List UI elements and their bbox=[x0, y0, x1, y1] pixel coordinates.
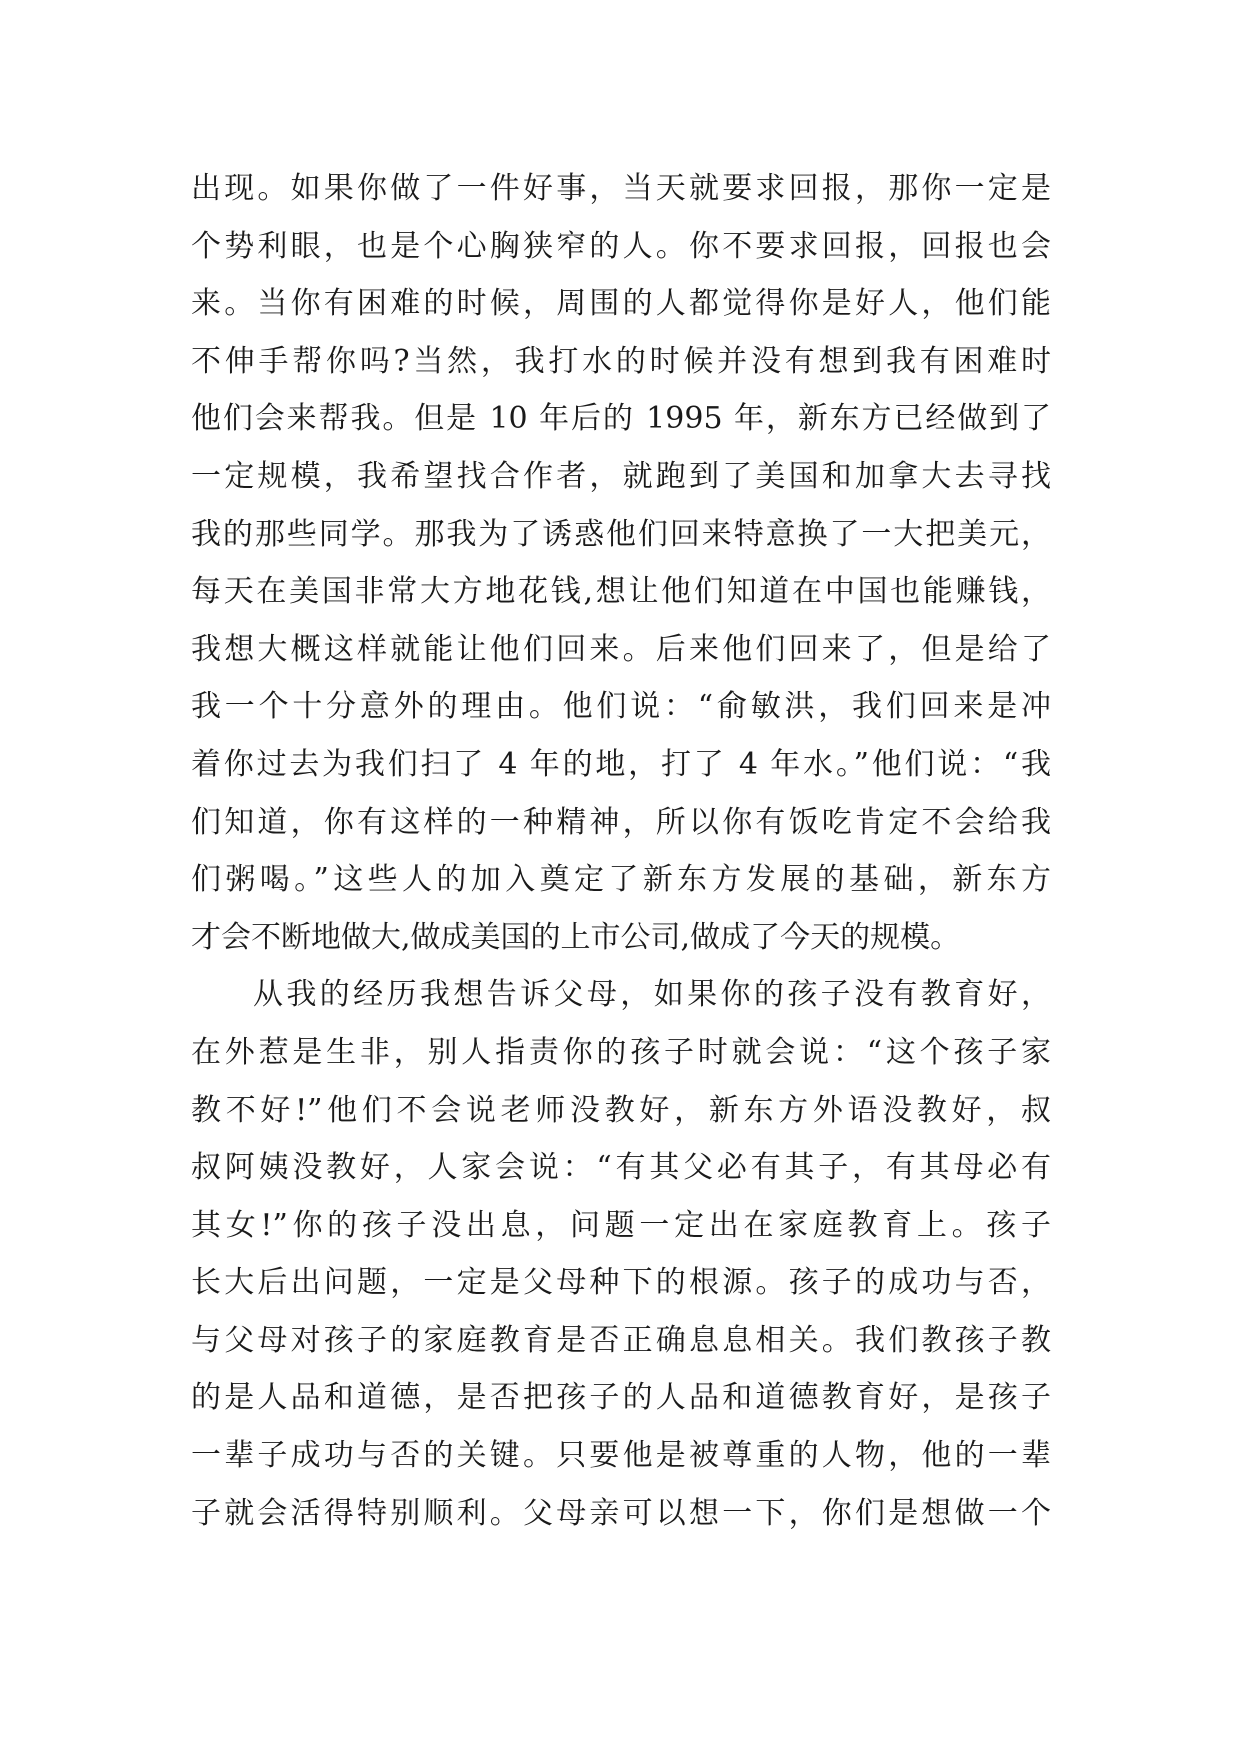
text-line: 出现。如果你做了一件好事，当天就要求回报，那你一定是 bbox=[191, 171, 1051, 206]
text-line: 在外惹是生非，别人指责你的孩子时就会说：“这个孩子家 bbox=[191, 1034, 1051, 1070]
text-line: 我想大概这样就能让他们回来。后来他们回来了，但是给了 bbox=[191, 631, 1051, 667]
text-line: 个势利眼，也是个心胸狭窄的人。你不要求回报，回报也会 bbox=[191, 228, 1051, 264]
body-text bbox=[191, 160, 1051, 1542]
text-line: 教不好!”他们不会说老师没教好，新东方外语没教好，叔 bbox=[191, 1092, 1051, 1128]
text-line: 们粥喝。”这些人的加入奠定了新东方发展的基础，新东方 bbox=[191, 862, 1051, 898]
text-line: 他们会来帮我。但是 10 年后的 1995 年，新东方已经做到了 bbox=[191, 401, 1051, 437]
text-line-paragraph-start: 从我的经历我想告诉父母，如果你的孩子没有教育好， bbox=[253, 977, 1051, 1013]
text-line: 子就会活得特别顺利。父母亲可以想一下，你们是想做一个 bbox=[191, 1495, 1051, 1531]
text-line: 一定规模，我希望找合作者，就跑到了美国和加拿大去寻找 bbox=[191, 458, 1051, 494]
text-line: 来。当你有困难的时候，周围的人都觉得你是好人，他们能 bbox=[191, 286, 1051, 322]
text-line: 才会不断地做大,做成美国的上市公司,做成了今天的规模。 bbox=[191, 919, 961, 955]
text-line: 着你过去为我们扫了 4 年的地，打了 4 年水。”他们说：“我 bbox=[191, 746, 1051, 782]
text-line: 我的那些同学。那我为了诱惑他们回来特意换了一大把美元， bbox=[191, 516, 1051, 552]
text-line: 叔阿姨没教好，人家会说：“有其父必有其子，有其母必有 bbox=[191, 1150, 1051, 1186]
text-line: 们知道，你有这样的一种精神，所以你有饭吃肯定不会给我 bbox=[191, 804, 1051, 840]
text-line: 长大后出问题，一定是父母种下的根源。孩子的成功与否， bbox=[191, 1265, 1051, 1301]
text-line: 一辈子成功与否的关键。只要他是被尊重的人物，他的一辈 bbox=[191, 1438, 1051, 1474]
text-line: 每天在美国非常大方地花钱,想让他们知道在中国也能赚钱， bbox=[191, 574, 1051, 610]
text-line: 不伸手帮你吗?当然，我打水的时候并没有想到我有困难时 bbox=[191, 343, 1051, 379]
text-line: 的是人品和道德，是否把孩子的人品和道德教育好，是孩子 bbox=[191, 1380, 1051, 1416]
text-line: 与父母对孩子的家庭教育是否正确息息相关。我们教孩子教 bbox=[191, 1322, 1051, 1358]
text-line: 其女!”你的孩子没出息，问题一定出在家庭教育上。孩子 bbox=[191, 1207, 1051, 1243]
text-line: 我一个十分意外的理由。他们说：“俞敏洪，我们回来是冲 bbox=[191, 689, 1051, 725]
